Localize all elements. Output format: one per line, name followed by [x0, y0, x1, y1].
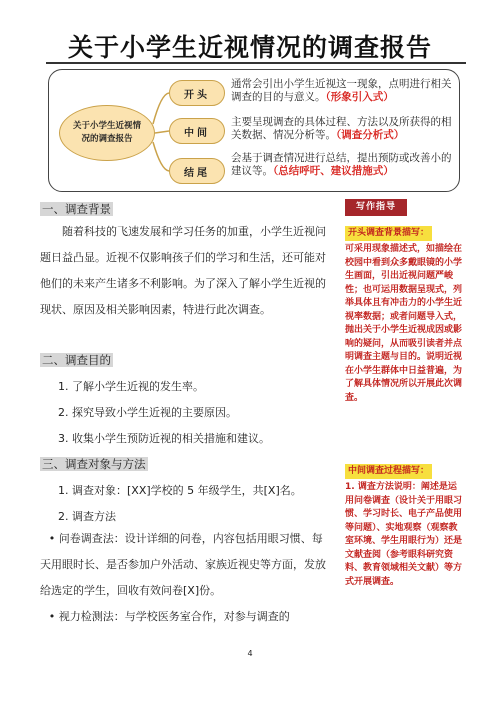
- section-background-heading-text: 一、调查背景: [42, 202, 111, 216]
- summary-center-node: [59, 105, 155, 161]
- pill-opening: 开头: [169, 80, 225, 106]
- section-methods-heading-text: 三、调查对象与方法: [42, 457, 146, 471]
- sidebar-middle-text: 1. 调查方法说明：阐述是运用问卷调查（设计关于用眼习惯、学习时长、电子产品使用等问题）、实地观察（观察教室环境、学生用眼行为）还是文献查阅（参考眼科研究资料、教育领域相关文献）等方式开展调查。: [345, 482, 463, 587]
- desc-ending-tag: （总结呼吁、建议措施式）: [273, 165, 394, 177]
- desc-middle-tag: （调查分析式）: [336, 129, 405, 141]
- summary-diagram: [48, 69, 460, 192]
- bullet-vision-test: • 视力检测法：与学校医务室合作，对参与调查的: [48, 610, 290, 623]
- desc-opening: [231, 78, 453, 104]
- page-title: 关于小学生近视情况的调查报告: [67, 33, 432, 62]
- page-number: 4: [247, 649, 253, 658]
- desc-middle: [231, 116, 453, 142]
- purpose-item-2: 2. 探究导致小学生近视的主要原因。: [58, 406, 237, 419]
- methods-item-2: 2. 调查方法: [58, 510, 116, 523]
- section-purpose-heading-text: 二、调查目的: [42, 353, 111, 367]
- summary-center-text: 关于小学生近视情况的调查报告: [72, 121, 141, 144]
- section-methods-heading: [40, 456, 148, 472]
- sidebar-middle-label: 中间调查过程描写：: [345, 464, 432, 479]
- bullet-questionnaire: • 问卷调查法：设计详细的问卷，内容包括用眼习惯、每天用眼时长、是否参加户外活动、家族近视史等方面，发放给选定的学生，回收有效问卷[X]份。: [40, 532, 326, 597]
- purpose-item-1: 1. 了解小学生近视的发生率。: [58, 380, 204, 393]
- section-background-heading: [40, 201, 113, 217]
- sidebar-opening-label: 开头调查背景描写：: [345, 226, 432, 241]
- title-underline: [46, 62, 466, 64]
- section-background-paragraph: 随着科技的飞速发展和学习任务的加重，小学生近视问题日益凸显。近视不仅影响孩子们的学习和生活，还可能对他们的未来产生诸多不利影响。为了深入了解小学生近视的现状、原因及相关影响因素，特进行此次调查。: [40, 225, 326, 316]
- pill-ending: 结尾: [169, 158, 225, 184]
- connector-top: [153, 93, 169, 124]
- connector-bottom: [153, 142, 169, 171]
- desc-middle-text: 主要呈现调查的具体过程、方法以及所获得的相关数据、情况分析等。: [231, 116, 452, 141]
- sidebar-opening-text: 可采用现象描述式，如描绘在校园中看到众多戴眼镜的小学生画面，引出近视问题严峻性；也可运用数据呈现式，列举具体且有冲击力的小学生近视率数据；或者问题导入式，抛出关于小学生近视成因或影响的疑问，从而吸引读者并点明调查主题与目的。说明近视在小学生群体中日益普遍，为了解具体情况所以开展此次调查。: [345, 244, 463, 403]
- methods-item-1: 1. 调查对象：[XX]学校的 5 年级学生，共[X]名。: [58, 484, 302, 497]
- desc-ending: [231, 152, 453, 178]
- desc-ending-text: 会基于调查情况进行总结，提出预防或改善小的建议等。: [231, 152, 452, 177]
- purpose-item-3: 3. 收集小学生预防近视的相关措施和建议。: [58, 432, 270, 445]
- connector-middle: [155, 131, 169, 133]
- pill-middle: 中间: [169, 118, 225, 144]
- desc-opening-text: 通常会引出小学生近视这一现象，点明进行相关调查的目的与意义。: [231, 78, 452, 103]
- sidebar-guide-label: 写作指导: [345, 199, 407, 216]
- section-purpose-heading: [40, 352, 113, 368]
- desc-opening-tag: （形象引入式）: [325, 91, 394, 103]
